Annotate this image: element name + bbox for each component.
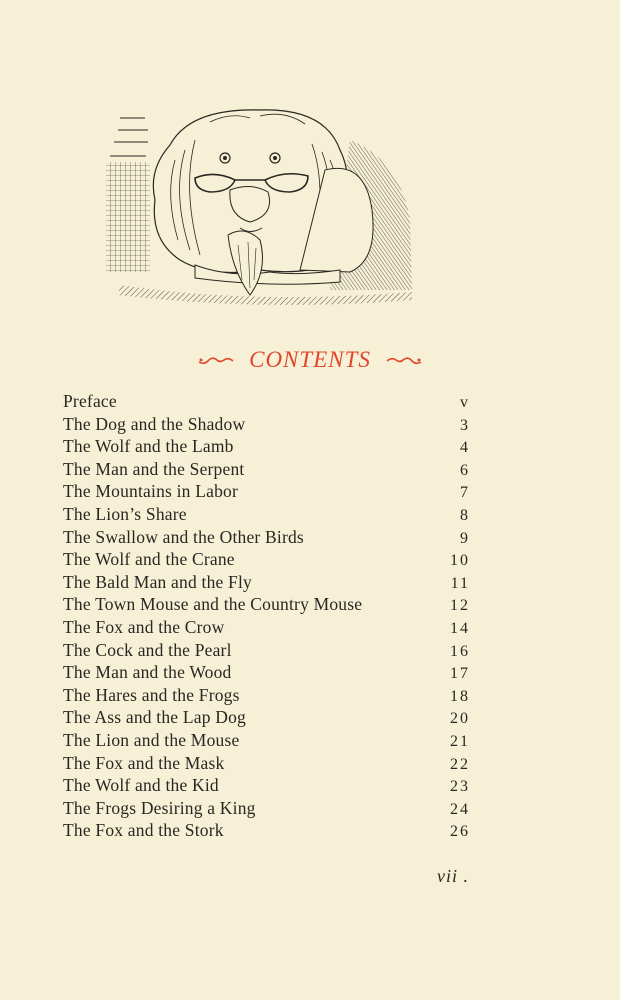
- toc-entry: [63, 593, 470, 616]
- toc-entry-page: 23: [450, 778, 470, 796]
- toc-entry-title: The Hares and the Frogs: [63, 684, 240, 705]
- toc-entry-title: The Ass and the Lap Dog: [63, 707, 246, 728]
- toc-entry-title: The Bald Man and the Fly: [63, 571, 253, 592]
- toc-entry: [63, 729, 470, 752]
- toc-entry: [63, 526, 470, 549]
- toc-entry-page: 4: [460, 439, 470, 457]
- toc-entry-title: The Frogs Desiring a King: [63, 797, 256, 818]
- lion-wearing-spectacles-icon: [100, 100, 420, 315]
- toc-entry-page: 3: [460, 416, 470, 434]
- toc-entry: [63, 458, 470, 481]
- toc-entry-page: 18: [450, 687, 470, 705]
- table-of-contents: [63, 390, 470, 842]
- right-flourish-icon: [386, 353, 422, 367]
- toc-entry-page: 16: [450, 642, 470, 660]
- lion-illustration: [100, 100, 420, 315]
- toc-entry: [63, 571, 470, 594]
- toc-entry-page: 26: [450, 823, 470, 841]
- toc-entry-page: 22: [450, 755, 470, 773]
- toc-entry: [63, 548, 470, 571]
- toc-entry: [63, 819, 470, 842]
- toc-entry: [63, 390, 470, 413]
- toc-entry-page: 24: [450, 800, 470, 818]
- toc-entry-title: The Town Mouse and the Country Mouse: [63, 594, 363, 615]
- toc-entry-page: 21: [450, 732, 470, 750]
- toc-entry: [63, 684, 470, 707]
- page-number: vii .: [437, 866, 469, 886]
- toc-entry-page: 10: [450, 552, 470, 570]
- toc-entry-page: 6: [460, 461, 470, 479]
- toc-entry-page: 17: [450, 665, 470, 683]
- toc-entry: [63, 706, 470, 729]
- toc-entry: [63, 661, 470, 684]
- toc-entry-title: The Man and the Wood: [63, 662, 232, 683]
- toc-entry-title: The Dog and the Shadow: [63, 413, 246, 434]
- toc-entry: [63, 752, 470, 775]
- toc-entry-page: 8: [460, 506, 470, 524]
- toc-entry: [63, 480, 470, 503]
- toc-entry-title: The Fox and the Mask: [63, 752, 225, 773]
- toc-entry: [63, 435, 470, 458]
- toc-entry: [63, 639, 470, 662]
- toc-entry-page: v: [460, 394, 470, 411]
- toc-entry-title: The Swallow and the Other Birds: [63, 526, 304, 547]
- toc-entry: [63, 774, 470, 797]
- toc-entry-page: 20: [450, 710, 470, 728]
- toc-entry-title: The Wolf and the Kid: [63, 775, 219, 796]
- toc-entry-title: The Wolf and the Lamb: [63, 436, 234, 457]
- toc-entry-page: 12: [450, 597, 470, 615]
- toc-entry-title: The Lion’s Share: [63, 503, 187, 524]
- toc-entry-title: The Cock and the Pearl: [63, 639, 232, 660]
- toc-entry-page: 9: [460, 529, 470, 547]
- toc-entry: [63, 616, 470, 639]
- toc-entry: [63, 413, 470, 436]
- toc-entry-page: 11: [450, 574, 470, 592]
- left-flourish-icon: [198, 353, 234, 367]
- toc-entry-title: The Fox and the Crow: [63, 616, 225, 637]
- toc-entry-page: 7: [460, 484, 470, 502]
- toc-entry-title: The Mountains in Labor: [63, 481, 238, 502]
- toc-entry: [63, 503, 470, 526]
- toc-entry-title: Preface: [63, 391, 117, 411]
- page-title: CONTENTS: [249, 346, 371, 372]
- toc-entry-title: The Fox and the Stork: [63, 820, 224, 841]
- contents-heading: [0, 340, 620, 378]
- toc-entry-title: The Man and the Serpent: [63, 458, 245, 479]
- toc-entry: [63, 797, 470, 820]
- toc-entry-title: The Lion and the Mouse: [63, 729, 240, 750]
- toc-entry-page: 14: [450, 619, 470, 637]
- toc-entry-title: The Wolf and the Crane: [63, 549, 235, 570]
